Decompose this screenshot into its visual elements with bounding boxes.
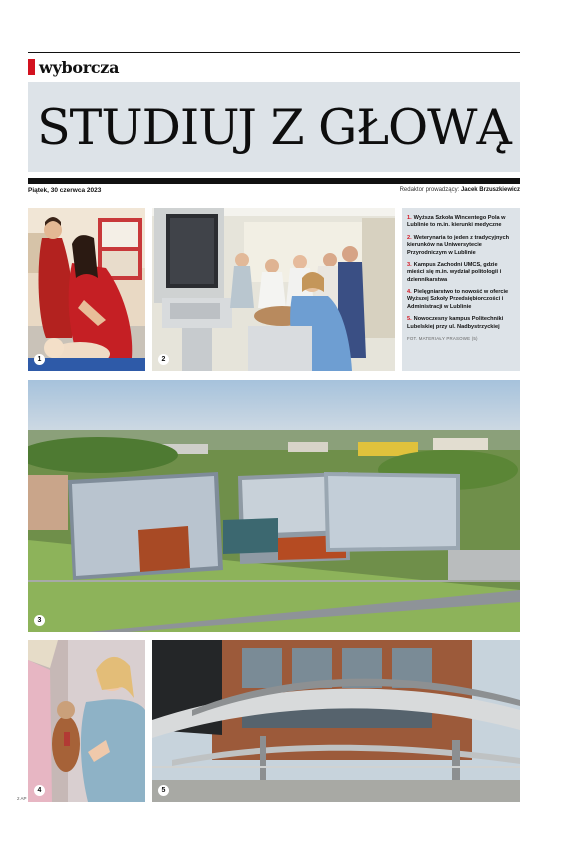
photo-number-badge: 4 — [34, 785, 45, 796]
top-rule — [28, 52, 520, 53]
photo-number-badge: 1 — [34, 354, 45, 365]
photo-number-badge: 3 — [34, 615, 45, 626]
masthead-rule — [28, 178, 520, 184]
photo-cpr-training — [28, 208, 145, 371]
photo-veterinary-lab — [152, 208, 395, 371]
caption-item: 3. Kampus Zachodni UMCS, gdzie mieści się m.in. wydział politologii i dziennikarstwa — [407, 261, 502, 283]
photo-nursing-student — [28, 640, 145, 802]
caption-item: 2. Weterynaria to jeden z tradycyjnych kierunków na Uniwersytecie Przyrodniczym w Lublinie — [407, 234, 510, 256]
caption-item: 4. Pielęgniarstwo to nowość w ofercie Wyższej Szkoły Przedsiębiorczości i Administracji w Lublinie — [407, 289, 509, 310]
logo-red-mark — [28, 59, 35, 75]
page-number: 2 AP — [17, 796, 27, 801]
caption-item: 5. Nowoczesny kampus Politechniki Lubelskiej przy ul. Nadbystrzyckiej — [407, 316, 504, 330]
section-masthead — [28, 82, 520, 172]
photo-captions — [402, 208, 520, 371]
editor-credit — [400, 187, 520, 193]
photo-credit: FOT. MATERIAŁY PRASOWE (5) — [407, 335, 478, 341]
wyborcza-logo[interactable] — [28, 58, 119, 76]
logo-text: wyborcza — [39, 57, 120, 77]
photo-number-badge: 5 — [158, 785, 169, 796]
section-title: STUDIUJ Z GŁOWĄ — [37, 98, 511, 156]
issue-date: Piątek, 30 czerwca 2023 — [28, 187, 102, 194]
photo-modern-building — [152, 640, 520, 802]
caption-item: 1. Wyższa Szkoła Wincentego Pola w Lublinie to m.in. kierunki medyczne — [407, 215, 506, 229]
photo-campus-aerial — [28, 380, 520, 632]
editor-name: Jacek Brzuszkiewicz — [460, 187, 520, 193]
editor-label: Redaktor prowadzący: — [399, 187, 460, 193]
photo-number-badge: 2 — [158, 354, 169, 365]
